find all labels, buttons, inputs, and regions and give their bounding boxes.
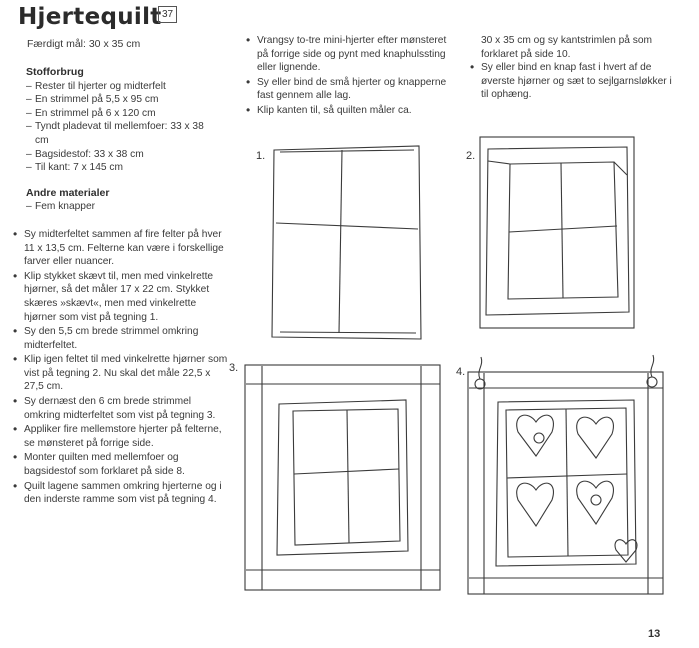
- instruction-step: • Vrangsy to-tre mini-hjerter efter mønsteret på forrige side og pynt med knaphulssting eller lignende.: [243, 34, 458, 75]
- fabric-item: – Til kant: 7 x 145 cm: [26, 161, 230, 175]
- materials-heading: Stofforbrug: [26, 66, 84, 78]
- instruction-step: • Klip igen feltet til med vinkelrette hjørner som vist på tegning 2. Nu skal det måle 22,5 x 27,5 cm.: [10, 353, 230, 394]
- fabric-item: – Bagsidestof: 33 x 38 cm: [26, 148, 230, 162]
- instruction-step: • Klip stykket skævt til, men med vinkelrette hjørner, så det måler 17 x 22 cm. Stykket skæres »skævt«, men med vinkelrette hjørner som vist på tegning 1.: [10, 270, 230, 324]
- figure-4-label: 4.: [456, 366, 466, 378]
- instruction-step: • Sy eller bind de små hjerter og knapperne fast gennem alle lag.: [243, 76, 458, 103]
- middle-column: [243, 34, 458, 119]
- instruction-step: • Quilt lagene sammen omkring hjerterne og i den inderste ramme som vist på tegning 4.: [10, 480, 230, 507]
- figure-1-drawing: [270, 143, 430, 343]
- other-materials-list: [10, 200, 230, 214]
- instruction-step: • Klip kanten til, så quilten måler ca.: [243, 104, 458, 118]
- figure-3-drawing: [243, 363, 443, 593]
- figure-4-drawing: [466, 352, 671, 597]
- instruction-step: • Sy den 5,5 cm brede strimmel omkring midterfeltet.: [10, 325, 230, 352]
- fabric-list: [10, 80, 230, 175]
- fabric-item: – En strimmel på 6 x 120 cm: [26, 107, 230, 121]
- figure-2-drawing: [478, 135, 638, 335]
- page-title: Hjertequilt: [18, 4, 162, 30]
- figure-1-label: 1.: [256, 150, 266, 162]
- instruction-step: • Sy eller bind en knap fast i hvert af de øverste hjørner og sæt to sejlgarnsløkker i til ophæng.: [467, 61, 679, 102]
- pattern-number-badge: 37: [158, 6, 177, 23]
- right-column: [467, 34, 679, 103]
- fabric-item: – Tyndt pladevat til mellemfoer: 33 x 38 cm: [26, 120, 205, 147]
- other-materials-heading: Andre materialer: [26, 186, 110, 199]
- instruction-list-left: [10, 228, 230, 507]
- instruction-list-middle: [243, 34, 458, 118]
- instruction-continuation: 30 x 35 cm og sy kantstrimlen på som forklaret på side 10.: [481, 35, 652, 60]
- page-number: 13: [648, 628, 661, 640]
- left-column: [10, 66, 230, 508]
- other-material-item: – Fem knapper: [26, 200, 230, 214]
- finished-size: Færdigt mål: 30 x 35 cm: [27, 38, 141, 50]
- figure-2-label: 2.: [466, 150, 476, 162]
- fabric-item: – En strimmel på 5,5 x 95 cm: [26, 93, 230, 107]
- instruction-step: • Sy dernæst den 6 cm brede strimmel omkring midterfeltet som vist på tegning 3.: [10, 395, 230, 422]
- instruction-list-right: [467, 61, 679, 102]
- fabric-item: – Rester til hjerter og midterfelt: [26, 80, 230, 94]
- instruction-step: • Appliker fire mellemstore hjerter på felterne, se mønsteret på forrige side.: [10, 423, 230, 450]
- figure-3-label: 3.: [229, 362, 239, 374]
- instruction-step: • Monter quilten med mellemfoer og bagsidestof som forklaret på side 8.: [10, 451, 230, 478]
- instruction-step: • Sy midterfeltet sammen af fire felter på hver 11 x 13,5 cm. Felterne kan være i forskellige farver eller nuancer.: [10, 228, 230, 269]
